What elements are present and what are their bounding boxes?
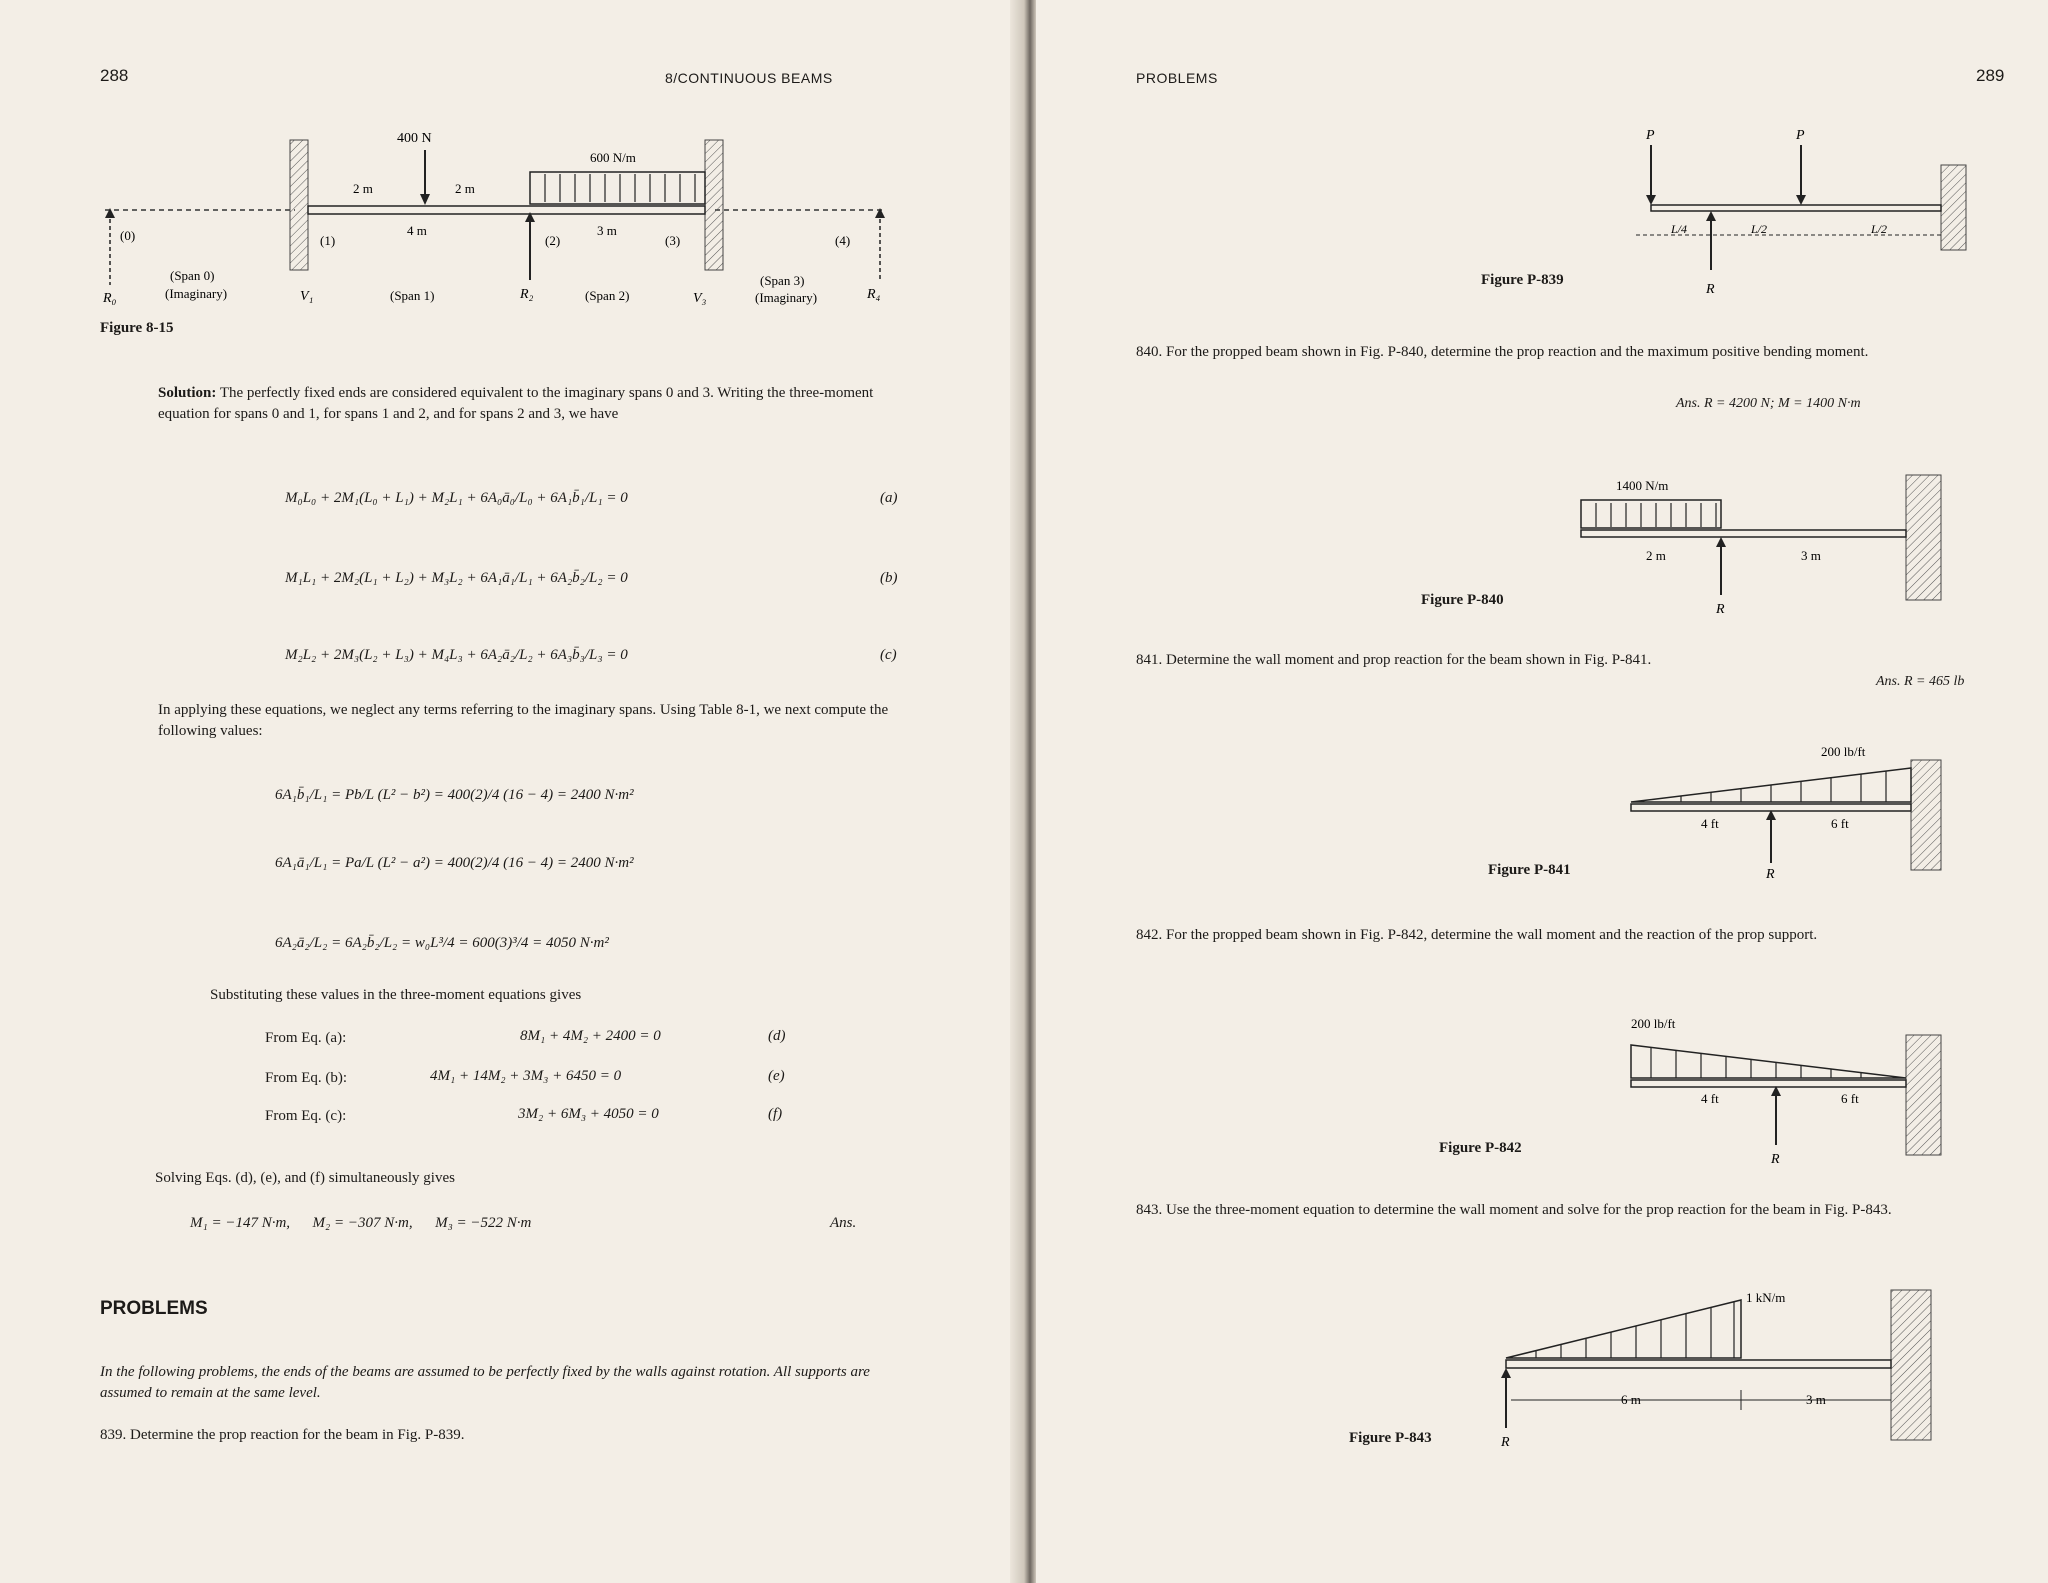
reaction-label: V₃ [693,291,707,306]
page-number: 289 [1976,66,2005,85]
figure-caption: Figure P-843 [1349,1430,1432,1446]
reaction-label: R [1771,1152,1780,1165]
dim-label: 6 m [1621,1392,1641,1407]
dim-label: 3 m [1801,548,1821,563]
support-label: (2) [545,233,561,248]
problem-842: 842. For the propped beam shown in Fig. P-842, determine the wall moment and the reaction of the prop support. [1136,927,1818,943]
reaction-label: V₁ [300,289,314,304]
figure-p841 [1621,738,1951,883]
equation-tag: (a) [880,490,898,506]
dim-label: L/2 [1751,222,1768,236]
equation-a: M₀L₀ + 2M₁(L₀ + L₁) + M₂L₁ + 6A₀ā₀/L₀ + 6A₁b̄₁/L₁ = 0 [285,490,628,506]
figure-caption: Figure P-839 [1481,272,1564,288]
answer-label: Ans. [830,1215,857,1231]
reaction-label: R₄ [867,287,881,302]
calculation-3: 6A₂ā₂/L₂ = 6A₂b̄₂/L₂ = w₀L³/4 = 600(3)³/4 = 4050 N·m² [275,935,609,951]
load-label: P [1796,128,1805,143]
solving-text: Solving Eqs. (d), (e), and (f) simultaneously gives [155,1170,455,1186]
dim-label: L/2 [1871,222,1888,236]
solution-text: The perfectly fixed ends are considered equivalent to the imaginary spans 0 and 3. Writing the three-moment equation for spans 0 and 1, for spans 1 and 2, and for spans 2 and 3, we have [158,385,874,422]
calculation-1: 6A₁b̄₁/L₁ = Pb/L (L² − b²) = 400(2)/4 (16 − 4) = 2400 N·m² [275,787,634,803]
applying-paragraph: In applying these equations, we neglect any terms referring to the imaginary spans. Using Table 8-1, we next compute the following values: [158,702,889,739]
page-number: 288 [100,66,129,85]
problem-843: 843. Use the three-moment equation to determine the wall moment and solve for the prop reaction for the beam in Fig. P-843. [1136,1202,1892,1218]
equation-tag: (e) [768,1068,785,1084]
figure-caption: Figure P-840 [1421,592,1504,608]
from-equation: 8M₁ + 4M₂ + 2400 = 0 [520,1028,661,1044]
span-label: (Imaginary) [165,286,228,301]
problem-841: 841. Determine the wall moment and prop reaction for the beam shown in Fig. P-841. [1136,652,1652,668]
reaction-label: R [1716,602,1725,615]
figure-p839 [1616,125,1996,300]
answer-840: Ans. R = 4200 N; M = 1400 N·m [1676,396,1861,411]
span-label: (Span 0) [170,268,215,283]
from-equation: 4M₁ + 14M₂ + 3M₃ + 6450 = 0 [430,1068,622,1084]
dim-label: L/4 [1671,222,1688,236]
problem-839: 839. Determine the prop reaction for the beam in Fig. P-839. [100,1427,465,1443]
running-head: 8/CONTINUOUS BEAMS [665,70,833,86]
dim-label: 3 m [597,223,617,238]
reaction-label: R [1501,1435,1510,1450]
span-label: (Imaginary) [755,290,818,305]
equation-tag: (c) [880,647,897,663]
dim-label: 6 ft [1841,1091,1859,1106]
load-label: 1400 N/m [1616,478,1669,493]
span-label: (Span 2) [585,288,630,303]
support-label: (0) [120,228,136,243]
reaction-label: R [1766,867,1775,882]
reaction-label: R₀ [103,291,117,306]
figure-8-15 [95,110,915,340]
equation-tag: (d) [768,1028,786,1044]
load-label: 200 lb/ft [1631,1016,1676,1031]
equation-tag: (f) [768,1106,783,1122]
dim-label: 2 m [455,181,475,196]
load-label: 200 lb/ft [1821,744,1866,759]
dim-label: 2 m [353,181,373,196]
results: M₁ = −147 N·m, M₂ = −307 N·m, M₃ = −522 N·m [190,1215,532,1231]
support-label: (3) [665,233,681,248]
load-label: 400 N [397,131,432,146]
dim-label: 4 ft [1701,816,1719,831]
load-label: 1 kN/m [1746,1290,1786,1305]
dim-label: 3 m [1806,1392,1826,1407]
beam [308,206,705,214]
equation-tag: (b) [880,570,898,586]
figure-p843 [1496,1280,1946,1450]
reaction-label: R₂ [520,287,534,302]
equation-c: M₂L₂ + 2M₃(L₂ + L₃) + M₄L₃ + 6A₂ā₂/L₂ + 6A₃b̄₃/L₃ = 0 [285,647,628,663]
substituting-text: Substituting these values in the three-moment equations gives [210,987,582,1003]
figure-caption: Figure P-842 [1439,1140,1522,1156]
dim-label: 4 m [407,223,427,238]
support-label: (4) [835,233,851,248]
from-label: From Eq. (c): [265,1108,347,1124]
span-label: (Span 3) [760,273,805,288]
support-label: (1) [320,233,336,248]
load-label: P [1646,128,1655,143]
from-label: From Eq. (b): [265,1070,348,1086]
right-page [1036,0,2048,1583]
running-head: PROBLEMS [1136,70,1218,86]
right-wall [705,140,723,270]
dim-label: 2 m [1646,548,1666,563]
figure-p840 [1566,465,1956,615]
figure-p842 [1591,1010,1961,1165]
left-page [0,0,1022,1583]
span-label: (Span 1) [390,288,435,303]
dim-label: 6 ft [1831,816,1849,831]
from-label: From Eq. (a): [265,1030,347,1046]
left-wall [290,140,308,270]
calculation-2: 6A₁ā₁/L₁ = Pa/L (L² − a²) = 400(2)/4 (16 − 4) = 2400 N·m² [275,855,634,871]
solution-paragraph [158,383,918,425]
solution-label: Solution: [158,385,217,401]
problem-840: 840. For the propped beam shown in Fig. P-840, determine the prop reaction and the maximum positive bending moment. [1136,344,1869,360]
figure-caption: Figure P-841 [1488,862,1571,878]
problems-heading: PROBLEMS [100,1298,208,1319]
problems-intro: In the following problems, the ends of the beams are assumed to be perfectly fixed by the walls against rotation. All supports are assumed to remain at the same level. [100,1364,870,1401]
reaction-label: R [1706,282,1715,297]
from-equation: 3M₂ + 6M₃ + 4050 = 0 [518,1106,659,1122]
equation-b: M₁L₁ + 2M₂(L₁ + L₂) + M₃L₂ + 6A₁ā₁/L₁ + 6A₂b̄₂/L₂ = 0 [285,570,628,586]
answer-841: Ans. R = 465 lb [1876,674,1965,689]
figure-caption: Figure 8-15 [100,320,174,336]
dist-load-label: 600 N/m [590,150,636,165]
dim-label: 4 ft [1701,1091,1719,1106]
